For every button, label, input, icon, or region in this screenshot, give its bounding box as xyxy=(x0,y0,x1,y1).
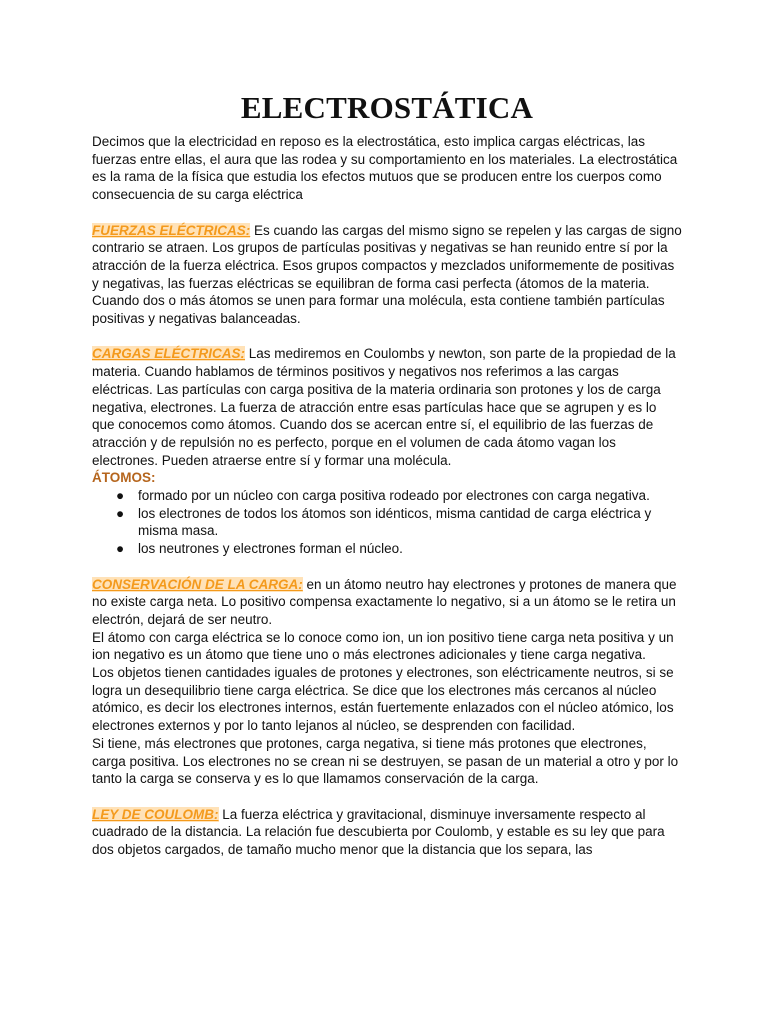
bullet-icon: ● xyxy=(116,505,125,521)
list-item-text: los electrones de todos los átomos son idénticos, misma cantidad de carga eléctrica y misma masa. xyxy=(138,505,652,539)
paragraph-gap xyxy=(92,558,682,576)
section-conservacion xyxy=(92,576,682,629)
text-conservacion: en un átomo neutro hay electrones y protones de manera que no existe carga neta. Lo positivo compensa exactamente lo negativo, si a un átomo se le retira un electrón, dejará de ser neutro. xyxy=(92,576,677,627)
list-item xyxy=(92,505,682,540)
heading-cargas-electricas: CARGAS ELÉCTRICAS: xyxy=(92,346,246,362)
text-cargas-electricas: Las mediremos en Coulombs y newton, son parte de la propiedad de la materia. Cuando hablamos de términos positivos y negativos nos referimos a las cargas eléctricas. Las partículas con carga positiva de la materia ordinaria son protones y los de carga negativa, electrones. La fuerza de atracción entre esas partículas hace que se agrupen y es lo que conocemos como átomos. Cuando dos se acercan entre sí, el equilibrio de las fuerzas de atracción y de repulsión no es perfecto, porque en el volumen de cada átomo vagan los electrones. Pueden atraerse entre sí y formar una molécula. xyxy=(92,346,676,468)
heading-conservacion-de-la-carga: CONSERVACIÓN DE LA CARGA: xyxy=(92,576,303,592)
list-item xyxy=(92,487,682,505)
text-fuerzas-electricas: Es cuando las cargas del mismo signo se repelen y las cargas de signo contrario se atraen. Los grupos de partículas positivas y negativas se han reunido entre sí por la atracción de la fuerza eléctrica. Esos grupos compactos y mezclados uniformemente de positivas y negativas, las fuerzas eléctricas se equilibran de forma casi perfecta (átomos de la materia. Cuando dos o más átomos se unen para formar una molécula, esta contiene también partículas positivas y negativas balanceadas. xyxy=(92,222,682,327)
list-item-text: los neutrones y electrones forman el núcleo. xyxy=(138,541,403,557)
heading-fuerzas-electricas: FUERZAS ELÉCTRICAS: xyxy=(92,222,251,238)
conservacion-paragraph-ion: El átomo con carga eléctrica se lo conoce como ion, un ion positivo tiene carga neta positiva y un ion negativo es un átomo que tiene uno o más electrones adicionales y tiene carga negativa. xyxy=(92,629,674,663)
text-ley-de-coulomb: La fuerza eléctrica y gravitacional, disminuye inversamente respecto al cuadrado de la distancia. La relación fue descubierta por Coulomb, y estable es su ley que para dos objetos cargados, de tamaño mucho menor que la distancia que los separa, las xyxy=(92,806,665,858)
conservacion-paragraph-objetos: Los objetos tienen cantidades iguales de protones y electrones, son eléctricamente neutros, si se logra un desequilibrio tiene carga eléctrica. Se dice que los electrones más cercanos al núcleo atómico, es decir los electrones internos, están fuertemente enlazados con el núcleo atómico, los electrones externos y por lo tanto lejanos al núcleo, se desprenden con facilidad. xyxy=(92,665,674,734)
intro-paragraph: Decimos que la electricidad en reposo es la electrostática, esto implica cargas eléctricas, las fuerzas entre ellas, el aura que las rodea y su comportamiento en los materiales. La electrostática es la rama de la física que estudia los efectos mutuos que se producen entre los cuerpos como consecuencia de su carga eléctrica xyxy=(92,134,678,203)
heading-ley-de-coulomb: LEY DE COULOMB: xyxy=(92,806,219,822)
bullet-icon: ● xyxy=(116,488,125,504)
list-item-text: formado por un núcleo con carga positiva rodeado por electrones con carga negativa. xyxy=(138,488,650,504)
paragraph-gap xyxy=(92,204,682,222)
section-fuerzas xyxy=(92,222,682,328)
heading-atomos: ÁTOMOS: xyxy=(92,470,156,486)
conservacion-paragraph-conservacion: Si tiene, más electrones que protones, carga negativa, si tiene más protones que electrones, carga positiva. Los electrones no se crean ni se destruyen, se pasan de un material a otro y por lo tanto la carga se conserva y es lo que llamamos conservación de la carga. xyxy=(92,735,679,787)
section-coulomb xyxy=(92,806,682,859)
atomos-list xyxy=(92,487,682,558)
bullet-icon: ● xyxy=(116,541,125,557)
document-body xyxy=(92,88,682,859)
list-item xyxy=(92,540,682,558)
paragraph-gap xyxy=(92,788,682,806)
page-title: ELECTROSTÁTICA xyxy=(240,90,534,125)
paragraph-gap xyxy=(92,328,682,346)
section-cargas xyxy=(92,345,682,469)
